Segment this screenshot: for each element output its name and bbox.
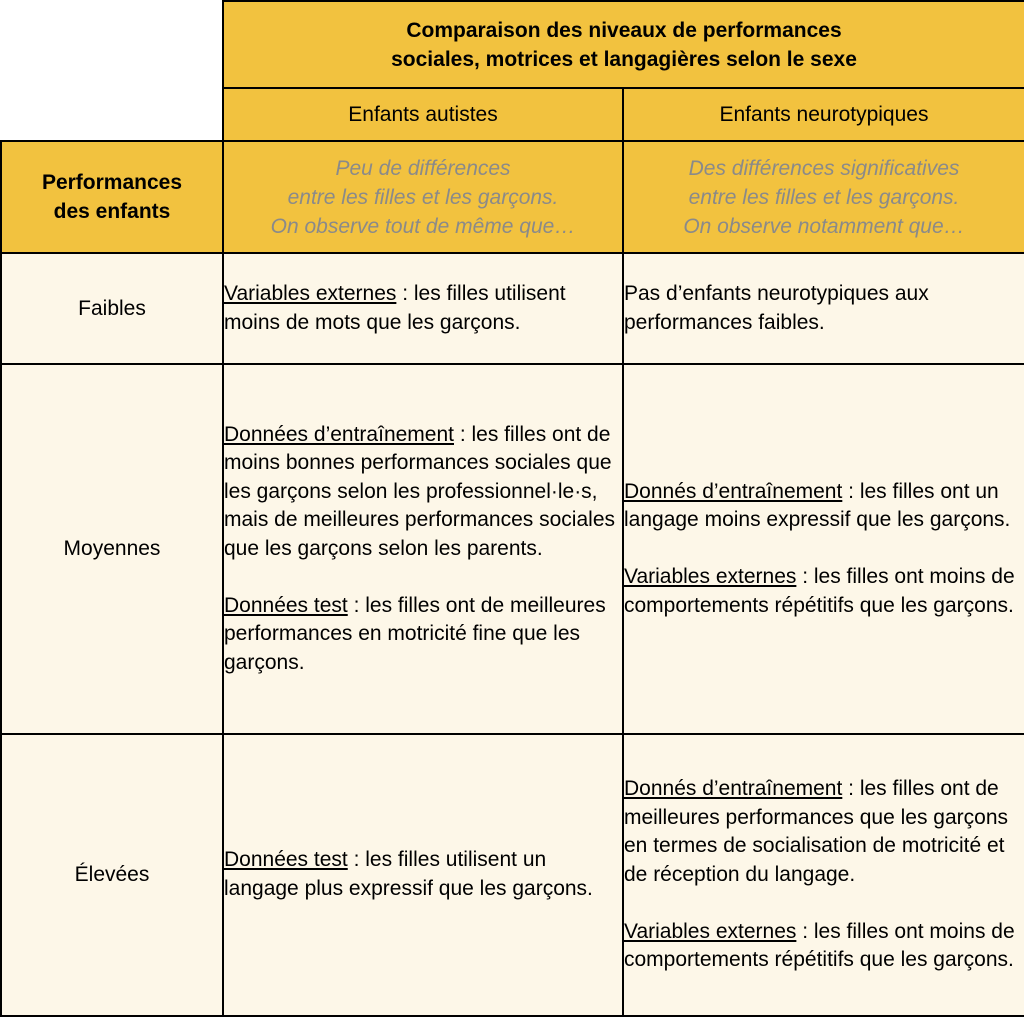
intro-autistes-line-2: entre les filles et les garçons. (287, 185, 559, 209)
table-title (223, 1, 1024, 88)
finding-label: Variables externes (624, 565, 797, 588)
finding-text: Pas d’enfants neurotypiques aux performances faibles. (624, 281, 929, 334)
finding-text: : les filles ont de moins bonnes performances sociales que les garçons selon les professionnel·le·s, mais de meilleures performances sociales que les garçons selon les parents. (224, 422, 615, 560)
row-header-performances (1, 141, 223, 253)
finding-label: Données d’entraînement (224, 422, 454, 446)
finding (624, 918, 1024, 975)
cell-elevees-neurotypiques (623, 734, 1024, 1016)
empty-corner-2 (1, 88, 223, 141)
finding (224, 421, 622, 564)
row-header-line-1: Performances (41, 171, 183, 194)
finding-text: : les filles ont moins de comportements répétitifs que les garçons. (624, 919, 1015, 972)
cell-faibles-neurotypiques (623, 253, 1024, 364)
finding (224, 592, 622, 678)
finding-text: : les filles utilisent un langage plus expressif que les garçons. (224, 848, 593, 900)
row-header-line-2: des enfants (53, 200, 171, 223)
intro-neurotypiques-line-2: entre les filles et les garçons. (688, 185, 960, 209)
finding-label: Données test (224, 593, 348, 617)
cell-faibles-autistes (223, 253, 623, 364)
level-label: Faibles (1, 253, 223, 364)
finding (224, 846, 622, 903)
intro-neurotypiques (623, 141, 1024, 253)
finding-label: Variables externes (224, 281, 397, 305)
column-header-autistes: Enfants autistes (223, 88, 623, 141)
finding-label: Donnés d’entraînement (624, 479, 843, 503)
finding-text: : les filles ont un langage moins expressif que les garçons. (624, 479, 1011, 532)
finding-label: Donnés d’entraînement (624, 777, 843, 801)
finding-text: : les filles ont moins de comportements répétitifs que les garçons. (624, 565, 1015, 617)
finding-text: : les filles ont de meilleures performances en motricité fine que les garçons. (224, 593, 606, 674)
finding (624, 775, 1024, 889)
level-label: Élevées (1, 734, 223, 1016)
level-label: Moyennes (1, 364, 223, 734)
finding (624, 563, 1024, 620)
finding-label: Variables externes (624, 919, 797, 943)
finding (624, 280, 1024, 337)
table-title-line-1: Comparaison des niveaux de performances (406, 18, 842, 42)
table-row-elevees (1, 734, 1024, 1016)
finding-label: Données test (224, 848, 348, 872)
column-header-neurotypiques: Enfants neurotypiques (623, 88, 1024, 141)
finding-text: : les filles ont de meilleures performances que les garçons en termes de socialisation de motricité et de réception du langage. (624, 777, 1009, 886)
cell-elevees-autistes (223, 734, 623, 1016)
intro-autistes (223, 141, 623, 253)
table-row-moyennes (1, 364, 1024, 734)
intro-autistes-line-1: Peu de différences (335, 156, 511, 180)
cell-moyennes-neurotypiques (623, 364, 1024, 734)
table-row-faibles (1, 253, 1024, 364)
intro-autistes-line-3: On observe tout de même que… (270, 214, 576, 238)
cell-moyennes-autistes (223, 364, 623, 734)
finding (224, 280, 622, 337)
empty-corner (1, 1, 223, 88)
intro-neurotypiques-line-3: On observe notamment que… (683, 214, 965, 238)
table-title-line-2: sociales, motrices et langagières selon le sexe (391, 47, 857, 71)
finding (624, 478, 1024, 535)
finding-text: : les filles utilisent moins de mots que les garçons. (224, 281, 566, 334)
intro-neurotypiques-line-1: Des différences significatives (688, 156, 960, 180)
